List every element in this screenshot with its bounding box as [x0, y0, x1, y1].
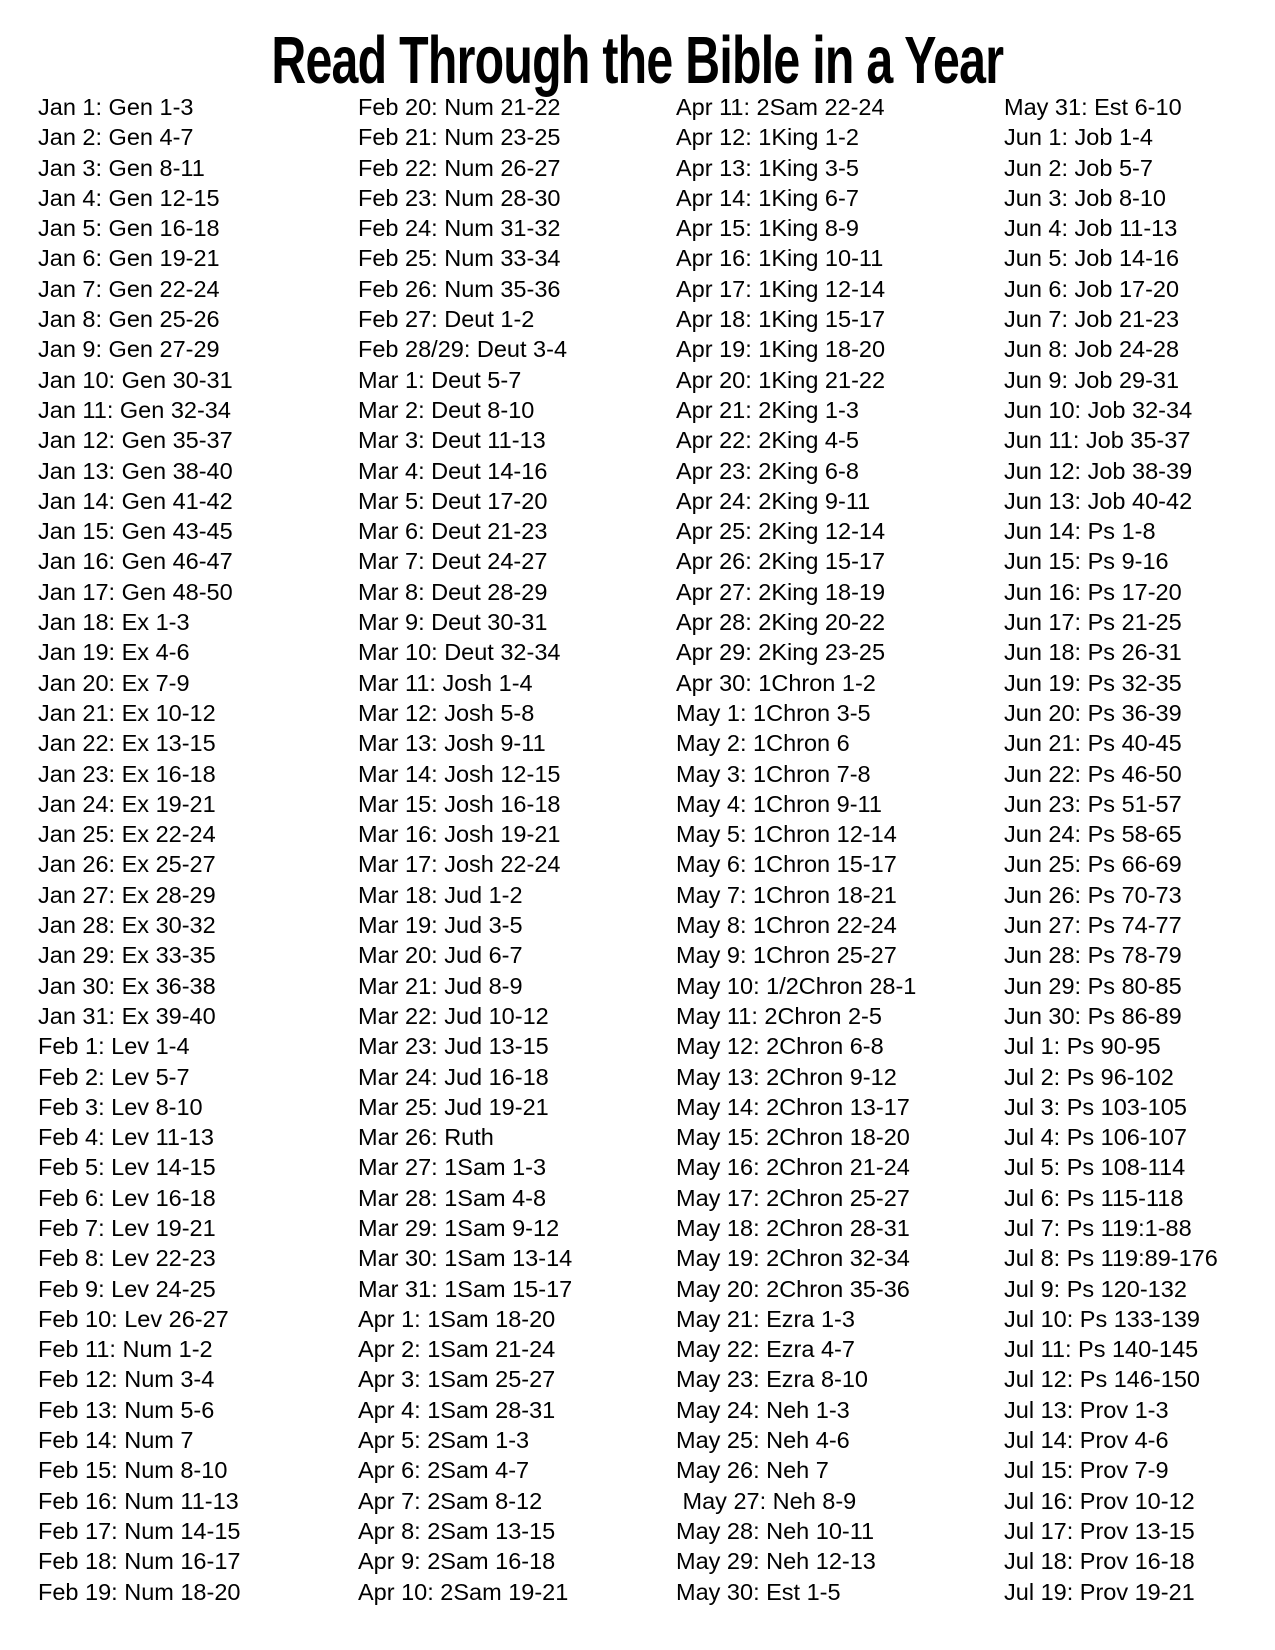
- reading-entry: Mar 1: Deut 5-7: [358, 366, 522, 393]
- reading-entry: Jan 20: Ex 7-9: [38, 669, 190, 696]
- reading-entry: Jun 29: Ps 80-85: [1004, 972, 1182, 999]
- reading-entry: Jul 1: Ps 90-95: [1004, 1033, 1161, 1060]
- reading-entry: May 30: Est 1-5: [676, 1578, 841, 1605]
- reading-entry: May 4: 1Chron 9-11: [676, 790, 882, 817]
- reading-entry: Jun 9: Job 29-31: [1004, 366, 1180, 393]
- reading-entry: Apr 22: 2King 4-5: [676, 427, 859, 454]
- reading-entry: Feb 21: Num 23-25: [358, 124, 561, 151]
- reading-entry: Apr 2: 1Sam 21-24: [358, 1336, 556, 1363]
- reading-entry: Mar 16: Josh 19-21: [358, 821, 561, 848]
- reading-column-3: [676, 92, 916, 1607]
- reading-entry: Jul 15: Prov 7-9: [1004, 1457, 1169, 1484]
- reading-entry: Feb 23: Num 28-30: [358, 184, 561, 211]
- reading-entry: Jan 13: Gen 38-40: [38, 457, 233, 484]
- reading-entry: Apr 20: 1King 21-22: [676, 366, 886, 393]
- reading-entry: Mar 27: 1Sam 1-3: [358, 1154, 547, 1181]
- reading-entry: Mar 21: Jud 8-9: [358, 972, 523, 999]
- reading-entry: Jan 1: Gen 1-3: [38, 94, 194, 120]
- reading-entry: Mar 10: Deut 32-34: [358, 639, 561, 666]
- reading-entry: Apr 13: 1King 3-5: [676, 154, 859, 181]
- reading-entry: May 10: 1/2Chron 28-1: [676, 972, 917, 999]
- reading-entry: Jan 28: Ex 30-32: [38, 912, 216, 939]
- reading-entry: May 13: 2Chron 9-12: [676, 1063, 897, 1090]
- reading-entry: Jan 26: Ex 25-27: [38, 851, 216, 878]
- reading-entry: Jan 31: Ex 39-40: [38, 1002, 216, 1029]
- reading-entry: Feb 18: Num 16-17: [38, 1548, 241, 1575]
- reading-entry: Jun 11: Job 35-37: [1004, 427, 1191, 454]
- reading-entry: Jun 30: Ps 86-89: [1004, 1002, 1182, 1029]
- reading-entry: May 20: 2Chron 35-36: [676, 1275, 910, 1302]
- reading-entry: Jan 4: Gen 12-15: [38, 184, 220, 211]
- reading-entry: Mar 25: Jud 19-21: [358, 1093, 549, 1120]
- reading-entry: Jun 16: Ps 17-20: [1004, 578, 1182, 605]
- reading-entry: Mar 5: Deut 17-20: [358, 487, 548, 514]
- reading-entry: Mar 7: Deut 24-27: [358, 548, 548, 575]
- reading-entry: Mar 8: Deut 28-29: [358, 578, 548, 605]
- reading-entry: Jul 19: Prov 19-21: [1004, 1578, 1195, 1605]
- reading-entry: Apr 26: 2King 15-17: [676, 548, 886, 575]
- reading-entry: Jun 7: Job 21-23: [1004, 306, 1180, 333]
- reading-entry: Jun 22: Ps 46-50: [1004, 760, 1182, 787]
- reading-entry: Jan 27: Ex 28-29: [38, 881, 216, 908]
- reading-entry: May 5: 1Chron 12-14: [676, 821, 897, 848]
- reading-entry: Jun 23: Ps 51-57: [1004, 790, 1182, 817]
- reading-entry: May 14: 2Chron 13-17: [676, 1093, 910, 1120]
- reading-entry: Jun 27: Ps 74-77: [1004, 912, 1182, 939]
- reading-entry: Jun 1: Job 1-4: [1004, 124, 1153, 151]
- reading-entry: Feb 25: Num 33-34: [358, 245, 561, 272]
- reading-entry: Jul 18: Prov 16-18: [1004, 1548, 1195, 1575]
- reading-entry: Jun 20: Ps 36-39: [1004, 699, 1182, 726]
- reading-entry: May 1: 1Chron 3-5: [676, 699, 871, 726]
- reading-entry: Apr 9: 2Sam 16-18: [358, 1548, 556, 1575]
- reading-entry: Jul 4: Ps 106-107: [1004, 1124, 1187, 1151]
- reading-entry: May 21: Ezra 1-3: [676, 1305, 855, 1332]
- reading-entry: Jul 5: Ps 108-114: [1004, 1154, 1186, 1181]
- reading-entry: Mar 14: Josh 12-15: [358, 760, 561, 787]
- reading-entry: Mar 26: Ruth: [358, 1124, 494, 1151]
- reading-entry: Mar 23: Jud 13-15: [358, 1033, 549, 1060]
- reading-entry: Apr 19: 1King 18-20: [676, 336, 886, 363]
- reading-entry: Jan 11: Gen 32-34: [38, 396, 231, 423]
- reading-entry: Jun 25: Ps 66-69: [1004, 851, 1182, 878]
- reading-entry: Feb 1: Lev 1-4: [38, 1033, 190, 1060]
- reading-entry: Mar 24: Jud 16-18: [358, 1063, 549, 1090]
- reading-entry: Mar 2: Deut 8-10: [358, 396, 535, 423]
- reading-entry: May 12: 2Chron 6-8: [676, 1033, 884, 1060]
- reading-entry: Mar 30: 1Sam 13-14: [358, 1245, 573, 1272]
- reading-entry: Apr 25: 2King 12-14: [676, 518, 886, 545]
- reading-entry: May 25: Neh 4-6: [676, 1427, 850, 1454]
- reading-entry: Jan 16: Gen 46-47: [38, 548, 233, 575]
- reading-entry: Jun 24: Ps 58-65: [1004, 821, 1182, 848]
- reading-entry: Feb 11: Num 1-2: [38, 1336, 213, 1363]
- reading-entry: Mar 15: Josh 16-18: [358, 790, 561, 817]
- reading-entry: Jun 8: Job 24-28: [1004, 336, 1180, 363]
- reading-entry: Apr 14: 1King 6-7: [676, 184, 859, 211]
- reading-entry: Jun 4: Job 11-13: [1004, 215, 1178, 242]
- reading-entry: Feb 10: Lev 26-27: [38, 1305, 229, 1332]
- reading-entry: Jan 17: Gen 48-50: [38, 578, 233, 605]
- reading-entry: Feb 8: Lev 22-23: [38, 1245, 216, 1272]
- reading-entry: Jan 15: Gen 43-45: [38, 518, 233, 545]
- page-title: Read Through the Bible in a Year: [271, 23, 1004, 98]
- reading-entry: Apr 27: 2King 18-19: [676, 578, 886, 605]
- reading-entry: Jun 17: Ps 21-25: [1004, 609, 1182, 636]
- reading-entry: Jul 16: Prov 10-12: [1004, 1487, 1195, 1514]
- reading-entry: Mar 11: Josh 1-4: [358, 669, 533, 696]
- reading-entry: Apr 6: 2Sam 4-7: [358, 1457, 530, 1484]
- reading-entry: Apr 1: 1Sam 18-20: [358, 1305, 556, 1332]
- reading-entry: May 8: 1Chron 22-24: [676, 912, 897, 939]
- reading-entry: Jul 6: Ps 115-118: [1004, 1184, 1184, 1211]
- reading-entry: Jan 19: Ex 4-6: [38, 639, 190, 666]
- reading-entry: Mar 18: Jud 1-2: [358, 881, 523, 908]
- reading-entry: Apr 23: 2King 6-8: [676, 457, 859, 484]
- reading-entry: Jul 7: Ps 119:1-88: [1004, 1214, 1192, 1241]
- reading-entry: Jul 14: Prov 4-6: [1004, 1427, 1169, 1454]
- reading-entry: Jan 10: Gen 30-31: [38, 366, 233, 393]
- reading-entry: Mar 22: Jud 10-12: [358, 1002, 549, 1029]
- reading-entry: Feb 27: Deut 1-2: [358, 306, 535, 333]
- reading-entry: May 7: 1Chron 18-21: [676, 881, 897, 908]
- reading-entry: Apr 21: 2King 1-3: [676, 396, 859, 423]
- reading-entry: Jul 9: Ps 120-132: [1004, 1275, 1187, 1302]
- reading-entry: Jul 2: Ps 96-102: [1004, 1063, 1174, 1090]
- reading-entry: Apr 28: 2King 20-22: [676, 609, 886, 636]
- reading-entry: May 19: 2Chron 32-34: [676, 1245, 910, 1272]
- reading-entry: May 6: 1Chron 15-17: [676, 851, 897, 878]
- reading-entry: Jul 3: Ps 103-105: [1004, 1093, 1187, 1120]
- reading-entry: May 28: Neh 10-11: [676, 1517, 875, 1544]
- reading-entry: Apr 4: 1Sam 28-31: [358, 1396, 556, 1423]
- reading-entry: Feb 22: Num 26-27: [358, 154, 561, 181]
- reading-entry: Jul 17: Prov 13-15: [1004, 1517, 1195, 1544]
- reading-entry: Apr 18: 1King 15-17: [676, 306, 886, 333]
- reading-entry: May 3: 1Chron 7-8: [676, 760, 871, 787]
- reading-entry: Mar 29: 1Sam 9-12: [358, 1214, 560, 1241]
- reading-column-2: [358, 92, 572, 1607]
- reading-entry: Apr 7: 2Sam 8-12: [358, 1487, 543, 1514]
- reading-entry: Jun 10: Job 32-34: [1004, 396, 1193, 423]
- reading-entry: Jan 14: Gen 41-42: [38, 487, 233, 514]
- reading-entry: Feb 9: Lev 24-25: [38, 1275, 216, 1302]
- reading-entry: Apr 24: 2King 9-11: [676, 487, 871, 514]
- reading-entry: Apr 29: 2King 23-25: [676, 639, 886, 666]
- reading-entry: Mar 19: Jud 3-5: [358, 912, 523, 939]
- reading-entry: Mar 17: Josh 22-24: [358, 851, 561, 878]
- reading-entry: Apr 15: 1King 8-9: [676, 215, 859, 242]
- reading-entry: Jun 2: Job 5-7: [1004, 154, 1153, 181]
- reading-entry: Jul 10: Ps 133-139: [1004, 1305, 1200, 1332]
- reading-entry: Jan 12: Gen 35-37: [38, 427, 233, 454]
- reading-entry: Jun 3: Job 8-10: [1004, 184, 1166, 211]
- reading-entry: Apr 11: 2Sam 22-24: [676, 94, 885, 120]
- reading-entry: Feb 17: Num 14-15: [38, 1517, 241, 1544]
- reading-entry: Jan 22: Ex 13-15: [38, 730, 216, 757]
- reading-entry: Jan 30: Ex 36-38: [38, 972, 216, 999]
- reading-column-4: [1004, 92, 1218, 1607]
- reading-entry: Jun 21: Ps 40-45: [1004, 730, 1182, 757]
- reading-entry: Jan 18: Ex 1-3: [38, 609, 190, 636]
- reading-entry: May 23: Ezra 8-10: [676, 1366, 869, 1393]
- reading-entry: Feb 12: Num 3-4: [38, 1366, 215, 1393]
- reading-entry: Jan 3: Gen 8-11: [38, 154, 205, 181]
- reading-entry: Apr 12: 1King 1-2: [676, 124, 859, 151]
- reading-entry: Jun 14: Ps 1-8: [1004, 518, 1156, 545]
- reading-entry: Apr 10: 2Sam 19-21: [358, 1578, 569, 1605]
- reading-entry: Jun 6: Job 17-20: [1004, 275, 1180, 302]
- reading-entry: Feb 16: Num 11-13: [38, 1487, 239, 1514]
- reading-entry: Apr 17: 1King 12-14: [676, 275, 886, 302]
- reading-entry: Apr 16: 1King 10-11: [676, 245, 884, 272]
- reading-entry: Jan 7: Gen 22-24: [38, 275, 220, 302]
- reading-entry: Jul 12: Ps 146-150: [1004, 1366, 1200, 1393]
- reading-entry: Jan 21: Ex 10-12: [38, 699, 216, 726]
- reading-entry: Mar 4: Deut 14-16: [358, 457, 548, 484]
- reading-entry: May 26: Neh 7: [676, 1457, 829, 1484]
- reading-entry: Jan 23: Ex 16-18: [38, 760, 216, 787]
- reading-entry: Feb 20: Num 21-22: [358, 94, 561, 120]
- reading-entry: May 17: 2Chron 25-27: [676, 1184, 910, 1211]
- reading-entry: May 27: Neh 8-9: [676, 1487, 857, 1514]
- reading-entry: Jun 5: Job 14-16: [1004, 245, 1180, 272]
- reading-entry: Jul 11: Ps 140-145: [1004, 1336, 1199, 1363]
- reading-entry: Mar 3: Deut 11-13: [358, 427, 546, 454]
- reading-entry: Feb 28/29: Deut 3-4: [358, 336, 568, 363]
- reading-entry: Feb 2: Lev 5-7: [38, 1063, 190, 1090]
- reading-entry: May 9: 1Chron 25-27: [676, 942, 897, 969]
- reading-entry: Apr 30: 1Chron 1-2: [676, 669, 876, 696]
- reading-entry: May 18: 2Chron 28-31: [676, 1214, 910, 1241]
- reading-entry: Apr 8: 2Sam 13-15: [358, 1517, 556, 1544]
- reading-entry: Mar 6: Deut 21-23: [358, 518, 548, 545]
- reading-entry: Mar 20: Jud 6-7: [358, 942, 523, 969]
- reading-entry: May 15: 2Chron 18-20: [676, 1124, 910, 1151]
- reading-entry: Jan 6: Gen 19-21: [38, 245, 220, 272]
- reading-entry: Jan 9: Gen 27-29: [38, 336, 220, 363]
- reading-entry: May 2: 1Chron 6: [676, 730, 850, 757]
- reading-entry: May 11: 2Chron 2-5: [676, 1002, 882, 1029]
- reading-entry: May 24: Neh 1-3: [676, 1396, 850, 1423]
- reading-entry: Mar 13: Josh 9-11: [358, 730, 546, 757]
- reading-entry: Apr 3: 1Sam 25-27: [358, 1366, 556, 1393]
- reading-entry: Jun 19: Ps 32-35: [1004, 669, 1182, 696]
- reading-entry: Feb 7: Lev 19-21: [38, 1214, 216, 1241]
- reading-entry: Feb 24: Num 31-32: [358, 215, 561, 242]
- reading-entry: Feb 26: Num 35-36: [358, 275, 561, 302]
- reading-entry: May 16: 2Chron 21-24: [676, 1154, 910, 1181]
- reading-entry: Feb 4: Lev 11-13: [38, 1124, 214, 1151]
- reading-entry: Jan 25: Ex 22-24: [38, 821, 216, 848]
- reading-entry: Jan 24: Ex 19-21: [38, 790, 216, 817]
- reading-entry: Jun 26: Ps 70-73: [1004, 881, 1182, 908]
- reading-entry: Feb 6: Lev 16-18: [38, 1184, 216, 1211]
- reading-entry: Jun 15: Ps 9-16: [1004, 548, 1169, 575]
- reading-entry: Feb 13: Num 5-6: [38, 1396, 215, 1423]
- reading-entry: Feb 14: Num 7: [38, 1427, 194, 1454]
- title-bar: [0, 22, 1275, 99]
- reading-entry: May 22: Ezra 4-7: [676, 1336, 855, 1363]
- reading-entry: Jun 12: Job 38-39: [1004, 457, 1193, 484]
- reading-entry: Jan 5: Gen 16-18: [38, 215, 220, 242]
- reading-entry: Mar 31: 1Sam 15-17: [358, 1275, 573, 1302]
- reading-entry: May 31: Est 6-10: [1004, 94, 1182, 120]
- reading-entry: May 29: Neh 12-13: [676, 1548, 876, 1575]
- reading-entry: Jun 28: Ps 78-79: [1004, 942, 1182, 969]
- reading-entry: Feb 3: Lev 8-10: [38, 1093, 203, 1120]
- reading-entry: Mar 28: 1Sam 4-8: [358, 1184, 547, 1211]
- reading-entry: Jan 2: Gen 4-7: [38, 124, 194, 151]
- reading-entry: Jun 18: Ps 26-31: [1004, 639, 1182, 666]
- reading-entry: Jan 8: Gen 25-26: [38, 306, 220, 333]
- reading-entry: Jul 13: Prov 1-3: [1004, 1396, 1169, 1423]
- reading-entry: Mar 12: Josh 5-8: [358, 699, 535, 726]
- reading-entry: Feb 5: Lev 14-15: [38, 1154, 216, 1181]
- reading-entry: Mar 9: Deut 30-31: [358, 609, 548, 636]
- reading-entry: Jun 13: Job 40-42: [1004, 487, 1193, 514]
- reading-entry: Jan 29: Ex 33-35: [38, 942, 216, 969]
- reading-column-1: [38, 92, 240, 1607]
- reading-entry: Feb 19: Num 18-20: [38, 1578, 241, 1605]
- reading-entry: Jul 8: Ps 119:89-176: [1004, 1245, 1218, 1272]
- reading-entry: Feb 15: Num 8-10: [38, 1457, 228, 1484]
- reading-entry: Apr 5: 2Sam 1-3: [358, 1427, 530, 1454]
